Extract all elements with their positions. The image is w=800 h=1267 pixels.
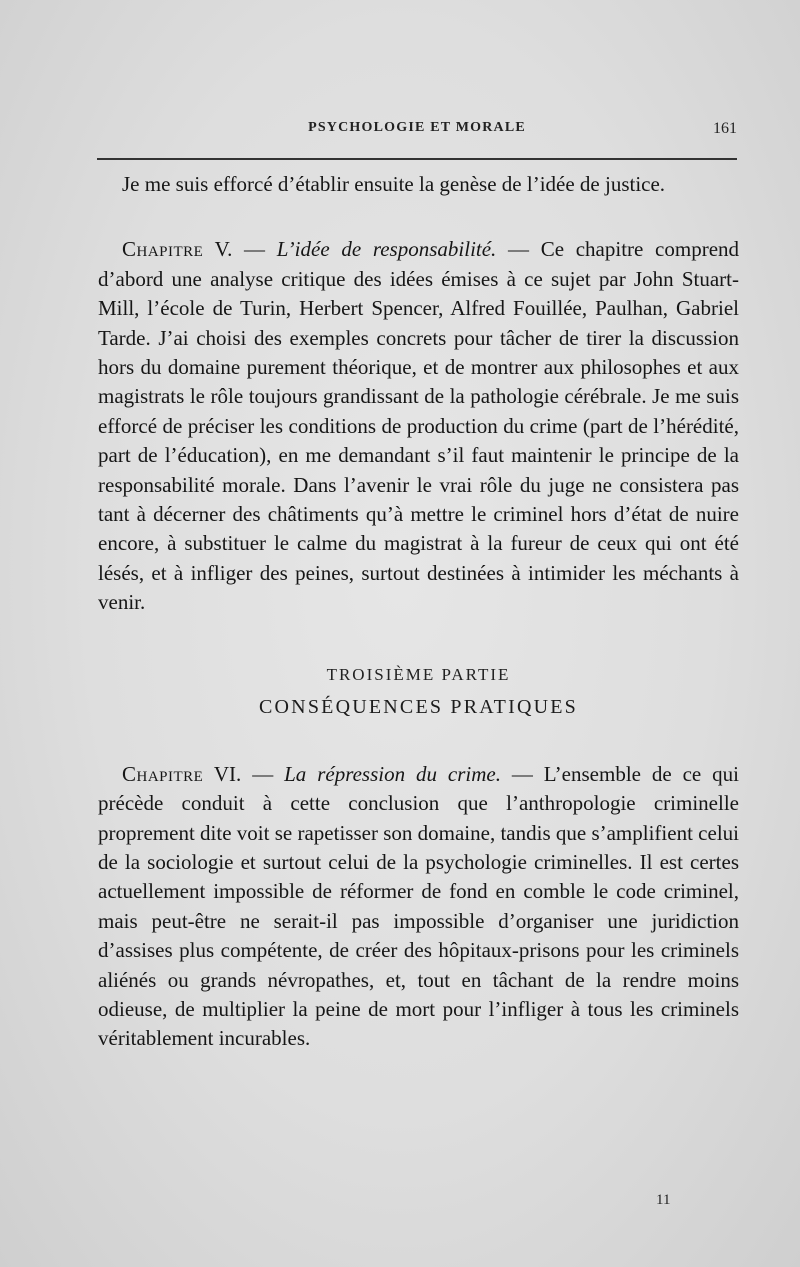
chapter-6-summary: — L’ensemble de ce qui précède conduit à cette conclusion que l’anthropologie criminelle proprement dite voit se rapetisser son domaine, tandis que s’amplifient celui de la sociologie et surtout celui de la psychologie criminelles. Il est certes actuellement impossible de réformer de fond en comble le code criminel, mais peut-être ne serait-il pas impossible d’organiser une juridiction d’assises plus compétente, de créer des hôpitaux-prisons pour les criminels aliénés ou grands névropathes, et, tout en tâchant de la rendre moins odieuse, de multiplier la peine de mort pour l’infliger à tous les criminels véritablement incurables. xyxy=(98,761,739,1051)
chapter-6-number: VI. — xyxy=(213,761,274,786)
section-spacer-2 xyxy=(98,724,739,760)
paragraph-chapter-5 xyxy=(98,235,739,617)
paragraph-justice: Je me suis efforcé d’établir ensuite la genèse de l’idée de justice. xyxy=(122,172,666,196)
part-title: CONSÉQUENCES PRATIQUES xyxy=(259,695,578,718)
running-title: PSYCHOLOGIE ET MORALE xyxy=(308,120,526,135)
chapter-5-summary: — Ce chapitre comprend d’abord une analyse critique des idées émises à ce sujet par John Stuart-Mill, l’école de Turin, Herbert Spencer, Alfred Fouillée, Paulhan, Gabriel Tarde. J’ai choisi des exemples concrets pour tâcher de tirer la discussion hors du domaine purement théorique, et de montrer aux philosophes et aux magistrats le rôle toujours grandissant de la pathologie cérébrale. Je me suis efforcé de préciser les conditions de production du crime (part de l’hérédité, part de l’éducation), en me demandant s’il faut maintenir le principe de la responsabilité morale. Dans l’avenir le vrai rôle du juge ne consistera pas tant à décerner des châtiments qu’à mettre le criminel hors d’état de nuire encore, à substituer le calme du magistrat à la fureur de ceux qui ont été lésés, et à infliger des peines, surtout destinées à intimider les méchants à venir. xyxy=(98,237,740,615)
chapter-6-label: Chapitre xyxy=(122,761,204,786)
paragraph-spacer xyxy=(98,199,739,235)
part-heading: TROISIÈME PARTIE xyxy=(326,664,511,684)
signature-mark: 11 xyxy=(656,1192,671,1208)
section-spacer xyxy=(98,618,739,660)
chapter-5-label: Chapitre xyxy=(122,237,204,262)
chapter-5-number: V. — xyxy=(214,237,266,262)
chapter-5-title: L’idée de responsabilité. xyxy=(276,237,497,262)
chapter-6-title: La répression du crime. xyxy=(284,761,501,786)
text-block xyxy=(98,170,739,1054)
paragraph-chapter-6 xyxy=(98,760,739,1054)
running-head xyxy=(97,120,737,142)
header-rule xyxy=(97,158,737,160)
page-number: 161 xyxy=(713,120,737,137)
